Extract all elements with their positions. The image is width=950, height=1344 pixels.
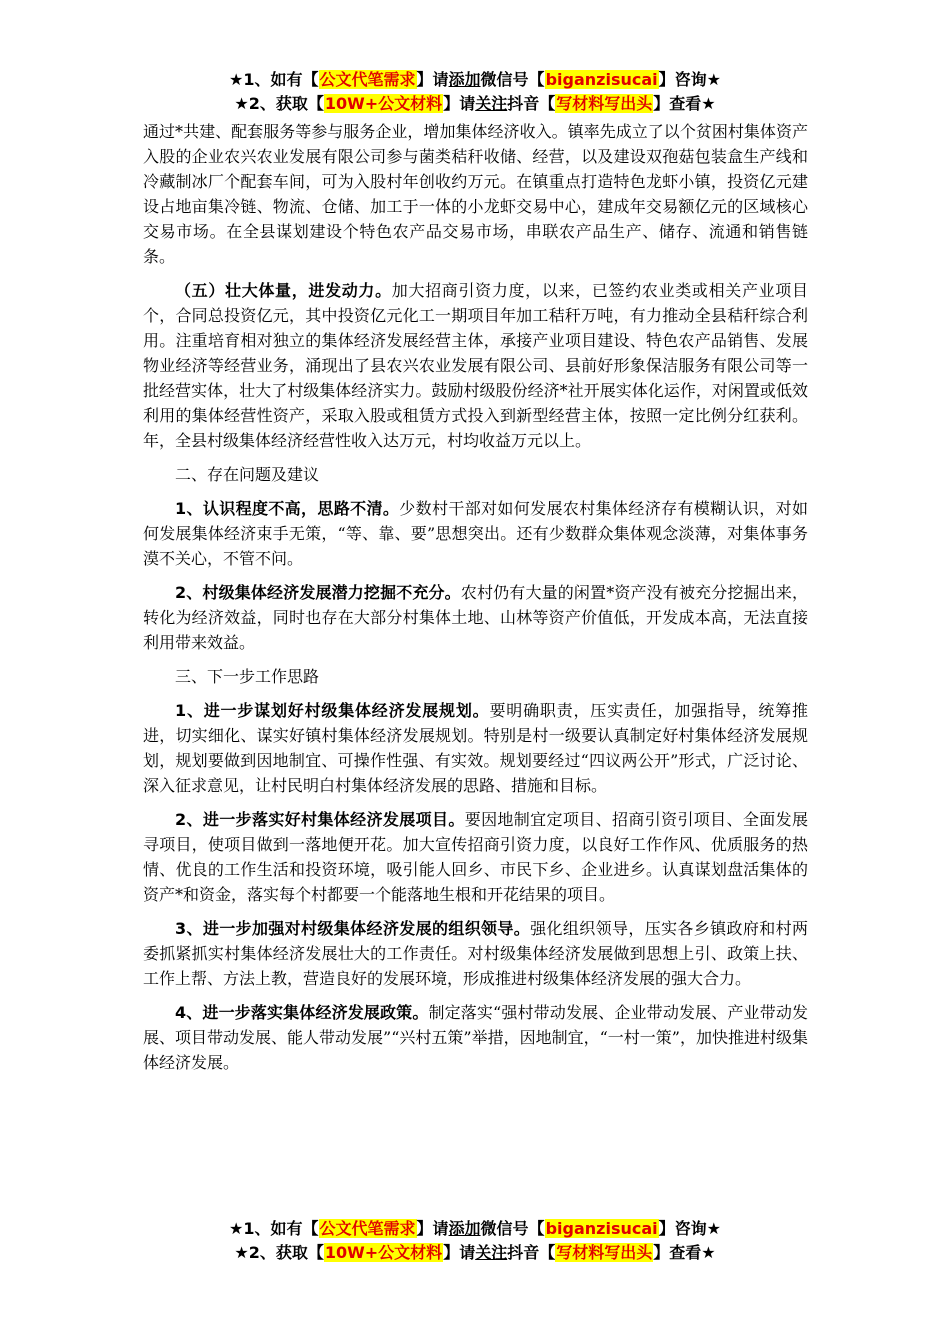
promo-line-1: [0, 1217, 950, 1241]
promo-text: 微信号【: [480, 1219, 545, 1238]
paragraph-text: 少数村干部对如何发展农村集体经济存有模糊认识，对如何发展集体经济束手无策，“等、靠、要”思想突出。还有少数群众集体观念淡薄，对集体事务漠不关心，不管不问。: [143, 499, 808, 568]
document-body: [143, 119, 808, 1084]
promo-text: 抖音【: [507, 1243, 556, 1262]
paragraph-lead: 3、进一步加强对村级集体经济发展的组织领导。: [175, 919, 531, 938]
promo-text: 】请: [416, 1219, 449, 1238]
section-heading: 三、下一步工作思路: [175, 667, 320, 686]
promo-highlight: biganzisucai: [545, 70, 658, 89]
promo-text: 】请: [443, 94, 476, 113]
promo-text: 】请: [443, 1243, 476, 1262]
paragraph-lead: （五）壮大体量，进发动力。: [175, 281, 392, 300]
paragraph-text: 要明确职责，压实责任，加强指导，统筹推进，切实细化、谋实好镇村集体经济发展规划。特别是村一级要认真制定好村集体经济发展规划，规划要做到因地制宜、可操作性强、有实效。规划要经过“四议两公开”形式，广泛讨论、深入征求意见，让村民明白村集体经济发展的思路、措施和目标。: [143, 701, 808, 795]
promo-highlight: 公文代笔需求: [319, 70, 416, 89]
promo-banner-bottom: [0, 1217, 950, 1265]
promo-text: 】查看★: [653, 1243, 716, 1262]
promo-highlight: 写材料写出头: [556, 94, 653, 113]
promo-text: 】咨询★: [658, 70, 721, 89]
promo-underline: 添加: [448, 1219, 481, 1238]
promo-text: ★1、如有【: [229, 1219, 319, 1238]
section-heading: 二、存在问题及建议: [175, 465, 320, 484]
promo-underline: 添加: [448, 70, 481, 89]
promo-text: 】咨询★: [658, 1219, 721, 1238]
paragraph: [143, 1000, 808, 1075]
paragraph: [143, 698, 808, 798]
promo-text: 】请: [416, 70, 449, 89]
paragraph: 通过*共建、配套服务等参与服务企业，增加集体经济收入。镇率先成立了以个贫困村集体资产入股的企业农兴农业发展有限公司参与菌类秸秆收储、经营，以及建设双孢菇包装盒生产线和冷藏制冰厂个配套车间，可为入股村年创收约万元。在镇重点打造特色龙虾小镇，投资亿元建设占地亩集冷链、物流、仓储、加工于一体的小龙虾交易中心，建成年交易额亿元的区域核心交易市场。在全县谋划建设个特色农产品交易市场，串联农产品生产、储存、流通和销售链条。: [143, 122, 808, 266]
promo-text: ★1、如有【: [229, 70, 319, 89]
promo-text: 抖音【: [507, 94, 556, 113]
paragraph: [143, 580, 808, 655]
promo-highlight: 写材料写出头: [556, 1243, 653, 1262]
promo-highlight: biganzisucai: [545, 1219, 658, 1238]
paragraph-text: 加大招商引资力度，以来，已签约农业类或相关产业项目个，合同总投资亿元，其中投资亿元化工一期项目年加工秸秆万吨，有力推动全县秸秆综合利用。注重培育相对独立的集体经济发展经营主体，承接产业项目建设、特色农产品销售、发展物业经济等经营业务，涌现出了县农兴农业发展有限公司、县前好形象保洁服务有限公司等一批经营实体，壮大了村级集体经济实力。鼓励村级股份经济*社开展实体化运作，对闲置或低效利用的集体经营性资产，采取入股或租赁方式投入到新型经营主体，按照一定比例分红获利。年，全县村级集体经济经营性收入达万元，村均收益万元以上。: [143, 281, 808, 450]
promo-line-2: [0, 92, 950, 116]
paragraph-lead: 1、认识程度不高，思路不清。: [175, 499, 400, 518]
paragraph-text: 制定落实“强村带动发展、企业带动发展、产业带动发展、项目带动发展、能人带动发展”“兴村五策”举措，因地制宜，“一村一策”，加快推进村级集体经济发展。: [143, 1003, 808, 1072]
promo-text: 微信号【: [480, 70, 545, 89]
paragraph-lead: 2、进一步落实好村集体经济发展项目。: [175, 810, 465, 829]
paragraph: [143, 807, 808, 907]
promo-highlight: 公文代笔需求: [319, 1219, 416, 1238]
paragraph: [143, 916, 808, 991]
paragraph-text: 农村仍有大量的闲置*资产没有被充分挖掘出来，转化为经济效益，同时也存在大部分村集体土地、山林等资产价值低，开发成本高，无法直接利用带来效益。: [143, 583, 808, 652]
promo-banner-top: [0, 68, 950, 116]
promo-highlight: 10W+公文材料: [324, 94, 443, 113]
promo-underline: 关注: [475, 1243, 508, 1262]
promo-line-2: [0, 1241, 950, 1265]
paragraph: [143, 496, 808, 571]
paragraph-lead: 4、进一步落实集体经济发展政策。: [175, 1003, 429, 1022]
paragraph-lead: 2、村级集体经济发展潜力挖掘不充分。: [175, 583, 461, 602]
promo-underline: 关注: [475, 94, 508, 113]
promo-line-1: [0, 68, 950, 92]
paragraph-text: 要因地制宜定项目、招商引资引项目、全面发展寻项目，使项目做到一落地便开花。加大宣传招商引资力度，以良好工作作风、优质服务的热情、优良的工作生活和投资环境，吸引能人回乡、市民下乡、企业进乡。认真谋划盘活集体的资产*和资金，落实每个村都要一个能落地生根和开花结果的项目。: [143, 810, 808, 904]
promo-text: ★2、获取【: [234, 94, 324, 113]
promo-text: 】查看★: [653, 94, 716, 113]
paragraph-lead: 1、进一步谋划好村级集体经济发展规划。: [175, 701, 490, 720]
paragraph-text: 强化组织领导，压实各乡镇政府和村两委抓紧抓实村集体经济发展壮大的工作责任。对村级集体经济发展做到思想上引、政策上扶、工作上帮、方法上教，营造良好的发展环境，形成推进村级集体经济发展的强大合力。: [143, 919, 808, 988]
promo-highlight: 10W+公文材料: [324, 1243, 443, 1262]
promo-text: ★2、获取【: [234, 1243, 324, 1262]
paragraph: [143, 278, 808, 453]
